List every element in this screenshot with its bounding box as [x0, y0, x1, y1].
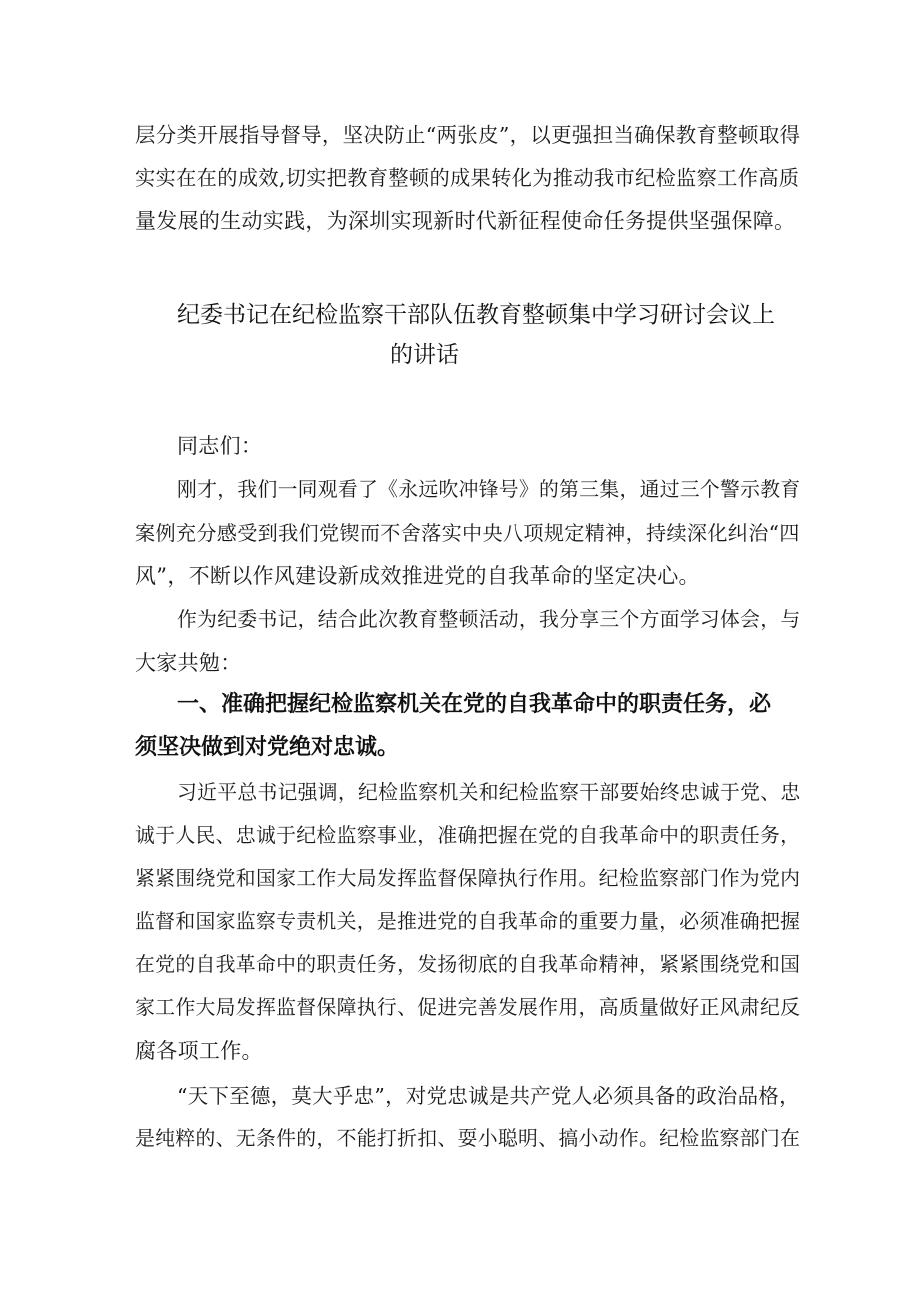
- body-text-line: 层分类开展指导督导，坚决防止“两张皮”，以更强担当确保教育整顿取得: [135, 123, 801, 147]
- body-text-line: 量发展的生动实践，为深圳实现新时代新征程使命任务提供坚强保障。: [135, 209, 796, 233]
- body-text-line: “天下至德，莫大乎忠”，对党忠诚是共产党人必须具备的政治品格，: [177, 1084, 800, 1108]
- speech-title-continued: 的讲话: [390, 342, 459, 368]
- body-text-line: 作为纪委书记，结合此次教育整顿活动，我分享三个方面学习体会，与: [177, 608, 801, 631]
- salutation: 同志们：: [177, 434, 263, 458]
- body-text-line: 实实在在的成效,切实把教育整顿的成果转化为推动我市纪检监察工作高质: [135, 166, 800, 190]
- body-text-line: 习近平总书记强调，纪检监察机关和纪检监察干部要始终忠诚于党、忠: [177, 781, 801, 804]
- speech-title: 纪委书记在纪检监察干部队伍教育整顿集中学习研讨会议上: [177, 302, 775, 328]
- section-heading: 一、准确把握纪检监察机关在党的自我革命中的职责任务，必: [177, 692, 772, 717]
- body-text-line: 案例充分感受到我们党锲而不舍落实中央八项规定精神，持续深化纠治“四: [135, 521, 800, 545]
- body-text-line: 腐各项工作。: [135, 1039, 263, 1063]
- body-text-line: 监督和国家监察专责机关，是推进党的自我革命的重要力量，必须准确把握: [135, 910, 801, 933]
- body-text-line: 在党的自我革命中的职责任务，发扬彻底的自我革命精神，紧紧围绕党和国: [135, 953, 801, 976]
- body-text-line: 家工作大局发挥监督保障执行、促进完善发展作用，高质量做好正风肃纪反: [135, 996, 801, 1019]
- section-heading-continued: 须坚决做到对党绝对忠诚。: [135, 735, 400, 760]
- body-text-line: 诚于人民、忠诚于纪检监察事业，准确把握在党的自我革命中的职责任务，: [135, 824, 801, 847]
- body-text-line: 大家共勉：: [135, 651, 242, 675]
- body-text-line: 刚才，我们一同观看了《永远吹冲锋号》的第三集，通过三个警示教育: [177, 478, 801, 501]
- body-text-line: 风”，不断以作风建设新成效推进党的自我革命的坚定决心。: [135, 564, 700, 588]
- body-text-line: 是纯粹的、无条件的，不能打折扣、耍小聪明、搞小动作。纪检监察部门在: [135, 1127, 801, 1150]
- body-text-line: 紧紧围绕党和国家工作大局发挥监督保障执行作用。纪检监察部门作为党内: [135, 867, 801, 890]
